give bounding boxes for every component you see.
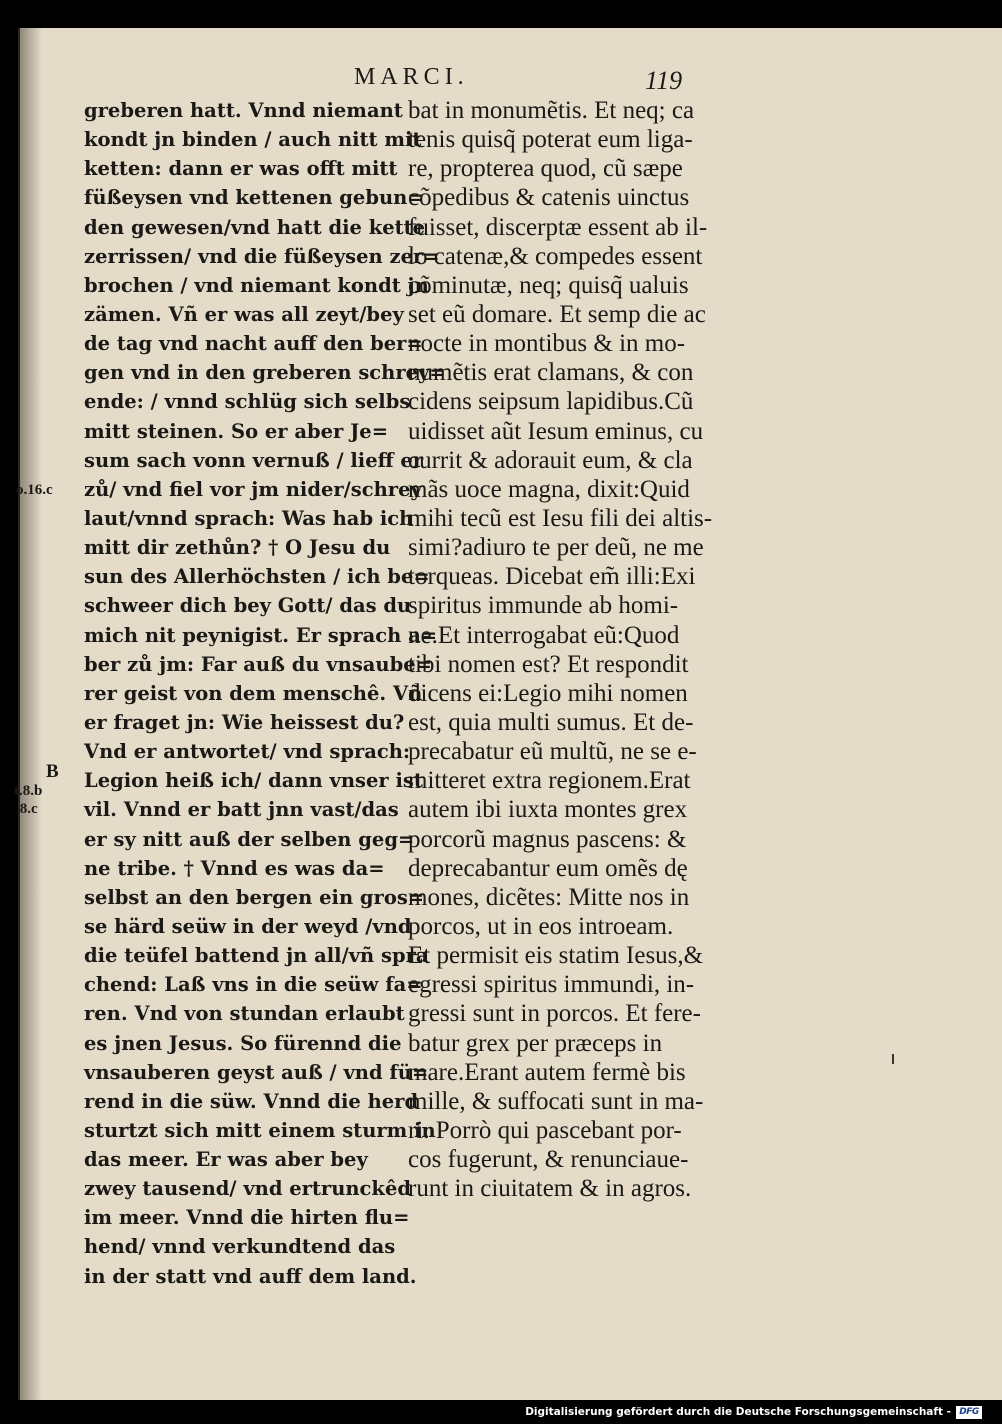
- german-text-line: selbst an den bergen ein gros=: [84, 885, 425, 909]
- german-text-line: vil. Vnnd er batt jnn vast/das: [84, 798, 399, 822]
- running-head: MARCI.: [354, 64, 469, 90]
- latin-text-line: ri. Porrò qui pascebant por-: [408, 1116, 682, 1144]
- german-text-line: mitt dir zethůn? † O Jesu du: [84, 536, 391, 560]
- german-text-line: im meer. Vnnd die hirten flu=: [84, 1206, 410, 1230]
- latin-text-line: cos fugerunt, & renunciaue-: [408, 1146, 689, 1174]
- german-text-line: gen vnd in den greberen schrey=: [84, 361, 446, 385]
- latin-text-line: batur grex per præceps in: [408, 1029, 663, 1057]
- german-text-line: laut/vnnd sprach: Was hab ich: [84, 506, 414, 530]
- margin-section-letter: B: [46, 761, 59, 782]
- german-text-line: er sy nitt auß der selben geg=: [84, 827, 415, 851]
- latin-text-line: porcos, ut in eos introeam͏.: [408, 912, 674, 940]
- german-text-line: de tag vnd nacht auff den ber=: [84, 332, 423, 356]
- latin-text-line: precabatur eũ multũ, ne se e-: [408, 738, 697, 766]
- latin-text-line: dicens ei:Legio mihi nomen: [408, 679, 688, 707]
- latin-text-line: bat in monumẽtis. Et neq; ca: [408, 97, 695, 124]
- german-text-line: füßeysen vnd kettenen gebun=: [84, 186, 424, 210]
- german-text-line: brochen / vnd niemant kondt jn: [84, 273, 429, 297]
- latin-text-line: Et permisit eis statim Iesus,&: [408, 942, 704, 970]
- german-text-line: sturtzt sich mitt einem sturm in: [84, 1118, 436, 1142]
- latin-text-line: egressi spiritus immundi, in-: [408, 971, 695, 999]
- latin-text-line: mare.Erant autem fermè bis: [408, 1058, 686, 1086]
- gutter-shadow: [20, 28, 42, 1400]
- latin-text-line: spiritus immunde ab homi-: [408, 592, 679, 620]
- german-text-line: mich nit peynigist. Er sprach a=: [84, 623, 438, 647]
- latin-text-line: cõminutæ, neq; quisq̃ ualuis: [408, 271, 689, 299]
- margin-reference-2: t.8.b: [14, 783, 43, 799]
- digitization-footer: [525, 1405, 982, 1419]
- german-text-line: rer geist von dem menschê. Vñ: [84, 681, 423, 705]
- german-text-line: sum sach vonn vernuß / lieff er: [84, 448, 424, 472]
- latin-text-line: cõpedibus & catenis uinctus: [408, 184, 690, 212]
- german-text-line: ketten: dann er was offt mitt: [84, 157, 398, 181]
- latin-text-line: ne.Et interrogabat eũ:Quod: [408, 621, 680, 649]
- german-text-line: ne tribe. † Vnnd es was da=: [84, 856, 385, 880]
- page-number: 119: [645, 66, 683, 95]
- latin-text-line: runt in ciuitatem & in agros.: [408, 1175, 692, 1203]
- latin-text-line: simi?adiuro te per deũ, ne me: [408, 534, 704, 562]
- latin-text-line: gressi sunt in porcos. Et fere-: [408, 1000, 701, 1028]
- latin-text-line: re, propterea quod, cũ sæpe: [408, 155, 683, 183]
- latin-text-line: uidisset aũt Iesum eminus, cu: [408, 417, 704, 445]
- latin-text-line: torqueas. Dicebat em̃ illi:Exi: [408, 563, 696, 591]
- german-text-line: greberen hatt. Vnnd niemant: [84, 99, 403, 122]
- latin-text-line: mihi tecũ est Iesu fili dei altis-: [408, 504, 713, 532]
- german-text-line: ende: / vnnd schlüg sich selbs: [84, 390, 411, 414]
- german-text-line: rend in die süw. Vnnd die herd: [84, 1089, 419, 1113]
- german-text-line: vnsauberen geyst auß / vnd fü=: [84, 1060, 429, 1084]
- german-text-line: ren. Vnd von stundan erlaubt: [84, 1002, 405, 1026]
- german-text-line: mitt steinen. So er aber Je=: [84, 419, 389, 443]
- german-text-line: den gewesen/vnd hatt die kette: [84, 215, 426, 239]
- dfg-logo-icon: DFG: [956, 1406, 982, 1419]
- margin-reference-1: o.16.c: [16, 482, 53, 498]
- german-text-line: se härd seüw in der weyd /vnd: [84, 914, 412, 938]
- german-text-line: er fraget jn: Wie heissest du?: [84, 710, 405, 734]
- latin-text-line: tibi nomen est? Et respondit: [408, 650, 689, 678]
- ink-mark: [892, 1054, 894, 1064]
- latin-text-line: autem ibi iuxta montes grex: [408, 796, 688, 824]
- latin-text-line: mille, & suffocati sunt in ma-: [408, 1087, 704, 1115]
- latin-text-line: est, quia multi sumus. Et de-: [408, 708, 694, 736]
- german-text-line: kondt jn binden / auch nitt mit: [84, 128, 422, 152]
- latin-text-line: lo catenæ,& compedes essent: [408, 242, 703, 270]
- latin-text-line: numẽtis erat clamans, & con: [408, 359, 694, 387]
- german-text-line: zämen. Vñ er was all zeyt/bey: [84, 302, 404, 326]
- german-text-line: hend/ vnnd verkundtend das: [84, 1235, 396, 1259]
- german-text-line: ber zů jm: Far auß du vnsaube=: [84, 652, 432, 676]
- latin-text-line: mones, dicẽtes: Mitte nos in: [408, 883, 690, 911]
- margin-reference-3: .8.c: [16, 801, 38, 817]
- latin-text-line: deprecabantur eum omẽs dę: [408, 854, 688, 882]
- latin-text-line: fuisset, discerptæ essent ab il-: [408, 213, 708, 241]
- latin-text-line: set eũ domare. Et semp die ac: [408, 300, 706, 328]
- german-text-line: das meer. Er was aber bey: [84, 1148, 368, 1172]
- german-text-line: Legion heiß ich/ dann vnser ist: [84, 769, 423, 793]
- latin-text-line: tenis quisq̃ poterat eum liga-: [408, 126, 693, 154]
- german-text-line: zwey tausend/ vnd ertrunckêd: [84, 1177, 411, 1201]
- german-text-line: in der statt vnd auff dem land.: [84, 1264, 417, 1288]
- footer-credit: Digitalisierung gefördert durch die Deutsche Forschungsgemeinschaft -: [525, 1406, 951, 1418]
- german-text-line: sun des Allerhöchsten / ich be=: [84, 565, 430, 589]
- german-text-line: chend: Laß vns in die seüw fa=: [84, 973, 423, 997]
- german-text-column: [84, 96, 446, 1291]
- latin-text-line: porcorũ magnus pascens: &: [408, 825, 687, 853]
- german-text-line: die teüfel battend jn all/vñ spra: [84, 944, 429, 968]
- book-page: [14, 28, 1002, 1400]
- latin-text-line: currit & adorauit eum, & cla: [408, 446, 693, 474]
- latin-text-line: mãs uoce magna, dixit:Quid: [408, 475, 690, 503]
- german-text-line: schweer dich bey Gott/ das du: [84, 594, 412, 618]
- german-text-line: es jnen Jesus. So fürennd die: [84, 1031, 402, 1055]
- german-text-line: zů/ vnd fiel vor jm nider/schrey: [84, 477, 422, 501]
- latin-text-line: nocte in montibus & in mo-: [408, 330, 686, 358]
- german-text-line: zerrissen/ vnd die füßeysen zer=: [84, 244, 440, 268]
- latin-text-column: [408, 96, 748, 1203]
- latin-text-line: cidens seipsum lapidibus.Cũ: [408, 388, 694, 416]
- german-text-line: Vnd er antwortet/ vnd sprach:: [84, 740, 411, 764]
- latin-text-line: mitteret extra regionem.Erat: [408, 767, 691, 795]
